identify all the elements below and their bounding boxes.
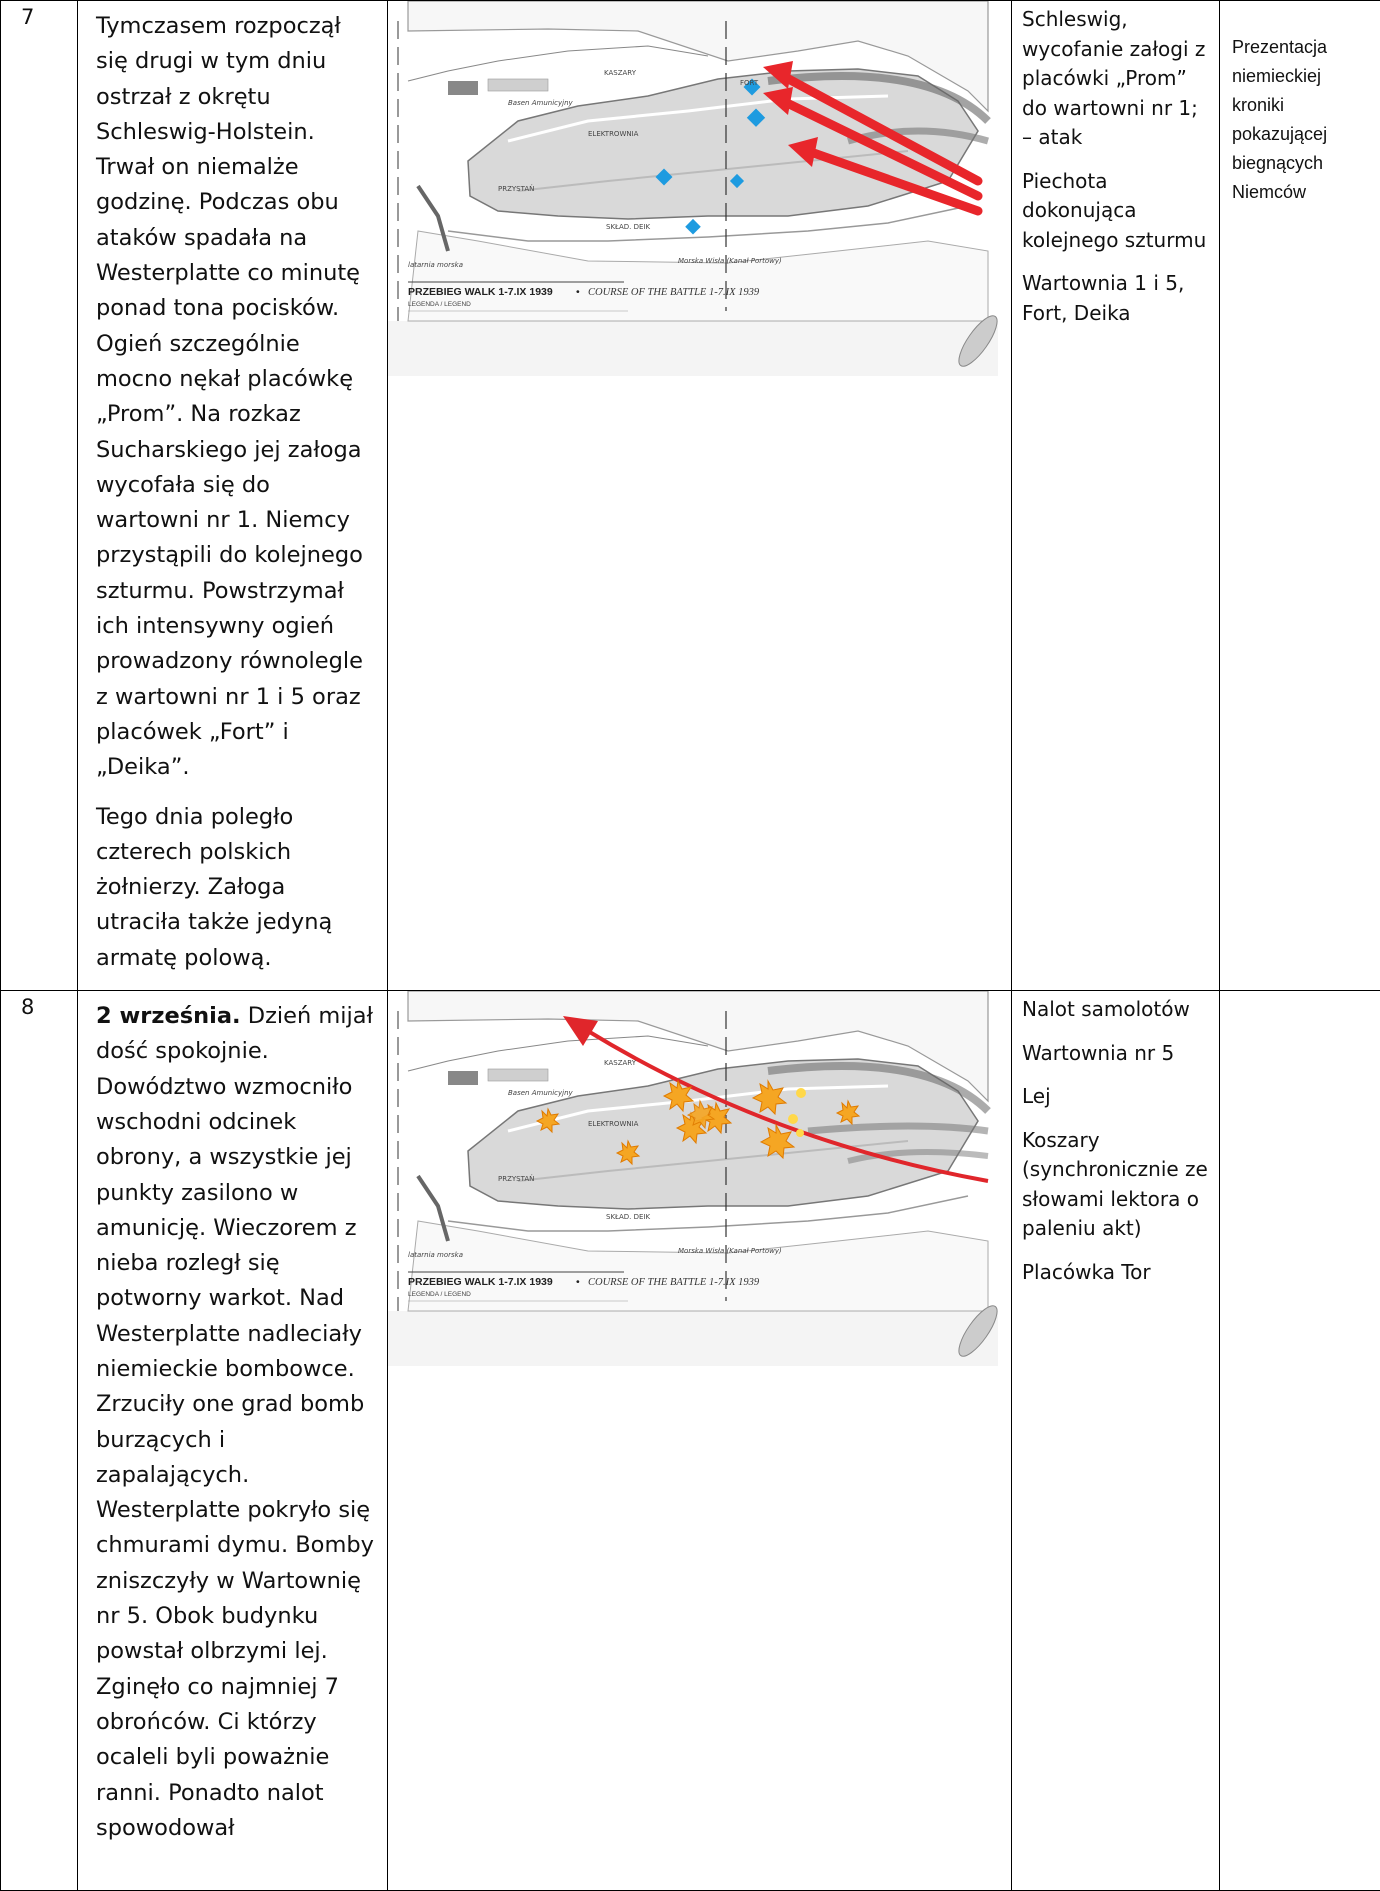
battle-map-image [388,1,998,376]
script-row [1,991,1380,1891]
map-cell [388,1,1012,991]
map-label: KASZARY [604,1059,637,1067]
row-number: 7 [1,1,78,991]
map-legend: LEGENDA / LEGEND [408,301,471,308]
narration-paragraph: Dzień mijał dość spokojnie. Dowództwo wzmocniło wschodni odcinek obrony, a wszystkie jej punkty zasilono w amunicję. Wieczorem z nieba rozległ się potworny warkot. Nad Westerplatte nadleciały niemieckie bombowce. Zrzuciły one grad bomb burzących i zapalających. Westerplatte pokryło się chmurami dymu. Bomby zniszczyły w Wartownię nr 5. Obok budynku powstał olbrzymi lej. Zginęło co najmniej 7 obrońców. Ci którzy ocaleli byli poważnie ranni. Ponadto nalot spowodował [96,1003,374,1841]
svg-text:•: • [576,286,580,298]
map-label: latarnia morska [408,1251,463,1259]
note-item: Placówka Tor [1022,1258,1213,1288]
battle-map-image [388,991,998,1366]
map-label: SKŁAD. DEIK [606,223,650,231]
map-title: PRZEBIEG WALK 1-7.IX 1939 [408,1276,553,1288]
map-label: Morska Wisła (Kanał Portowy) [678,257,782,265]
map-legend: LEGENDA / LEGEND [408,1291,471,1298]
battle-map [388,1,998,376]
narration-paragraph: Tymczasem rozpoczął się drugi w tym dniu ostrzał z okrętu Schleswig-Holstein. Trwał on niemalże godzinę. Podczas obu ataków spadała na Westerplatte co minutę ponad tona pocisków. Ogień szczególnie mocno nękał placówkę „Prom”. Na rozkaz Sucharskiego jej załoga wycofała się do wartowni nr 1. Niemcy przystąpili do kolejnego szturmu. Powstrzymał ich intensywny ogień prowadzony równolegle z wartowni nr 1 i 5 oraz placówek „Fort” i „Deika”. [96,9,377,786]
notes-cell [1012,991,1220,1891]
note-item: Koszary (synchronicznie ze słowami lektora o paleniu akt) [1022,1126,1213,1244]
map-label: Morska Wisła (Kanał Portowy) [678,1247,782,1255]
remarks-cell: Prezentacja niemieckiej kroniki pokazującej biegnących Niemców [1220,1,1380,991]
map-label: Basen Amunicyjny [508,99,574,107]
narration-paragraph: Tego dnia poległo czterech polskich żołnierzy. Załoga utraciła także jedyną armatę polową. [96,800,377,976]
row-number: 8 [1,991,78,1891]
map-label: ELEKTROWNIA [588,1120,639,1128]
map-label: FORT [740,79,759,87]
map-label: latarnia morska [408,261,463,269]
note-item: Wartownia nr 5 [1022,1039,1213,1069]
map-label: PRZYSTAŃ [498,1174,534,1183]
map-label: ELEKTROWNIA [588,130,639,138]
map-label: SKŁAD. DEIK [606,1213,650,1221]
map-subtitle: COURSE OF THE BATTLE 1-7.IX 1939 [588,287,760,298]
map-title: PRZEBIEG WALK 1-7.IX 1939 [408,286,553,298]
svg-text:•: • [576,1276,580,1288]
map-label: PRZYSTAŃ [498,184,534,193]
battle-map [388,991,998,1366]
map-cell [388,991,1012,1891]
narration-cell [78,1,388,991]
notes-cell [1012,1,1220,991]
map-label: Basen Amunicyjny [508,1089,574,1097]
note-item: Piechota dokonująca kolejnego szturmu [1022,167,1213,256]
remarks-cell [1220,991,1380,1891]
note-item: Nalot samolotów [1022,995,1213,1025]
narration-cell [78,991,388,1891]
map-label: KASZARY [604,69,637,77]
script-row [1,1,1380,991]
note-item: Schleswig, wycofanie załogi z placówki „Prom” do wartowni nr 1; – atak [1022,5,1213,153]
narration-lead: 2 września. [96,1003,241,1029]
note-item: Wartownia 1 i 5, Fort, Deika [1022,269,1213,328]
map-subtitle: COURSE OF THE BATTLE 1-7.IX 1939 [588,1277,760,1288]
note-item: Lej [1022,1082,1213,1112]
